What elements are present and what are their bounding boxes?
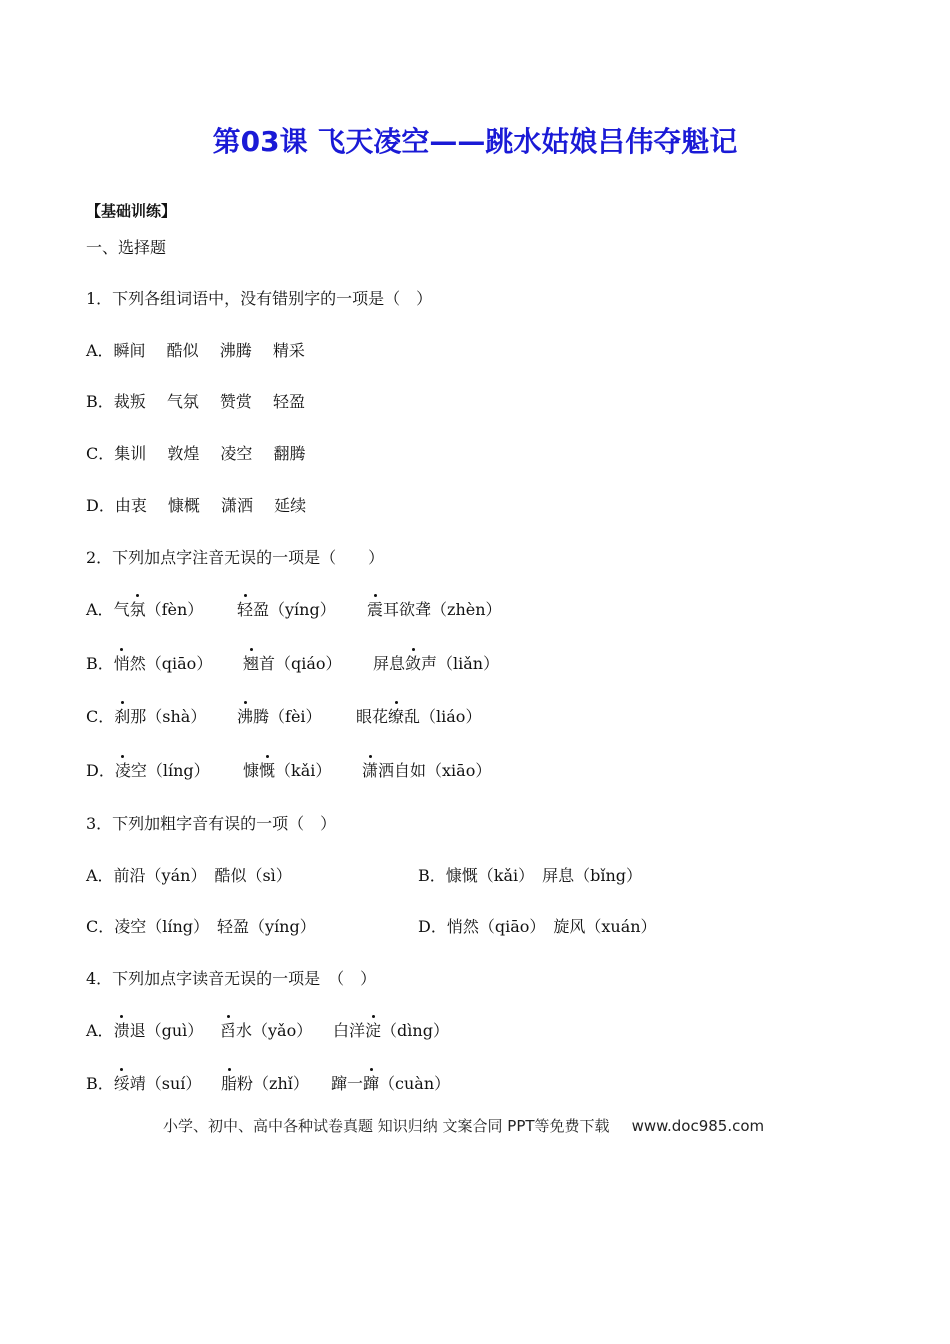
question-3-option-a: A．前沿（yán） 酷似（sì） [86, 866, 292, 885]
question-2-option-a: A．气氛（fèn） [86, 600, 204, 619]
question-4-stem: 4．下列加点字读音无误的一项是 （ ） [86, 969, 377, 988]
question-2-option-d: D．凌空（líng） [86, 761, 210, 780]
question-2-option-b-item-2: 翘首（qiáo） [243, 654, 342, 673]
question-3-stem: 3．下列加粗字音有误的一项（ ） [86, 814, 337, 833]
question-1-option-d: D．由衷 慷概 潇洒 延续 [86, 496, 307, 515]
dotted-char: 悄 [113, 654, 130, 673]
footer [163, 1115, 764, 1136]
dotted-char: 溃 [113, 1021, 130, 1040]
dotted-char: 慨 [259, 761, 276, 780]
question-2-option-a-item-2: 轻盈（yíng） [237, 600, 336, 619]
option-label: B． [86, 654, 114, 673]
question-4-option-a: A．溃退（guì） [86, 1021, 204, 1040]
question-4-option-b: B．绥靖（suí） [86, 1074, 202, 1093]
dotted-char: 敛 [405, 654, 422, 673]
dotted-char: 翘 [243, 654, 260, 673]
dotted-char: 潇 [362, 761, 379, 780]
question-2-option-c: C．刹那（shà） [86, 707, 207, 726]
page-title: 第03课 飞天凌空——跳水姑娘吕伟夺魁记 [212, 125, 738, 158]
question-1-stem: 1．下列各组词语中，没有错别字的一项是（ ） [86, 289, 433, 308]
question-4-option-a-item-2: 舀水（yǎo） [220, 1021, 313, 1040]
question-4-option-a-item-3: 白洋淀（dìng） [333, 1021, 449, 1040]
question-2-stem: 2．下列加点字注音无误的一项是（ ） [86, 548, 385, 567]
question-3-option-b: B．慷慨（kǎi） 屏息（bǐng） [418, 866, 643, 885]
option-label: B． [86, 1074, 114, 1093]
question-2-option-a-item-3: 震耳欲聋（zhèn） [367, 600, 502, 619]
footer-text: 小学、初中、高中各种试卷真题 知识归纳 文案合同 PPT等免费下载 [163, 1117, 610, 1135]
dotted-char: 蹿 [363, 1074, 380, 1093]
option-label: D． [86, 761, 115, 780]
question-3-option-c: C．凌空（líng） 轻盈（yíng） [86, 917, 316, 936]
dotted-char: 舀 [220, 1021, 237, 1040]
question-2-option-d-item-2: 慷慨（kǎi） [243, 761, 332, 780]
dotted-char: 氛 [129, 600, 146, 619]
dotted-char: 震 [367, 600, 384, 619]
footer-url-link[interactable]: www.doc985.com [631, 1117, 765, 1135]
dotted-char: 绥 [113, 1074, 130, 1093]
section-heading: 【基础训练】 [86, 202, 177, 220]
option-label: A． [86, 600, 114, 619]
question-2-option-b: B．悄然（qiāo） [86, 654, 213, 673]
question-3-option-d: D．悄然（qiāo） 旋风（xuán） [418, 917, 657, 936]
dotted-char: 凌 [114, 761, 131, 780]
dotted-char: 刹 [114, 707, 131, 726]
question-1-option-b: B．裁叛 气氛 赞赏 轻盈 [86, 392, 306, 411]
question-1-option-c: C．集训 敦煌 凌空 翻腾 [86, 444, 306, 463]
question-2-option-c-item-3: 眼花缭乱（liáo） [356, 707, 482, 726]
dotted-char: 沸 [237, 707, 254, 726]
dotted-char: 淀 [365, 1021, 382, 1040]
question-2-option-d-item-3: 潇洒自如（xiāo） [362, 761, 492, 780]
dotted-char: 脂 [221, 1074, 238, 1093]
dotted-char: 轻 [237, 600, 254, 619]
question-4-option-b-item-2: 脂粉（zhǐ） [221, 1074, 309, 1093]
question-2-option-c-item-2: 沸腾（fèi） [237, 707, 322, 726]
dotted-char: 缭 [388, 707, 405, 726]
question-2-option-b-item-3: 屏息敛声（liǎn） [373, 654, 500, 673]
option-label: C． [86, 707, 115, 726]
option-label: A． [86, 1021, 114, 1040]
part-heading: 一、选择题 [86, 238, 167, 257]
question-4-option-b-item-3: 蹿一蹿（cuàn） [331, 1074, 451, 1093]
question-1-option-a: A．瞬间 酷似 沸腾 精采 [86, 341, 305, 360]
